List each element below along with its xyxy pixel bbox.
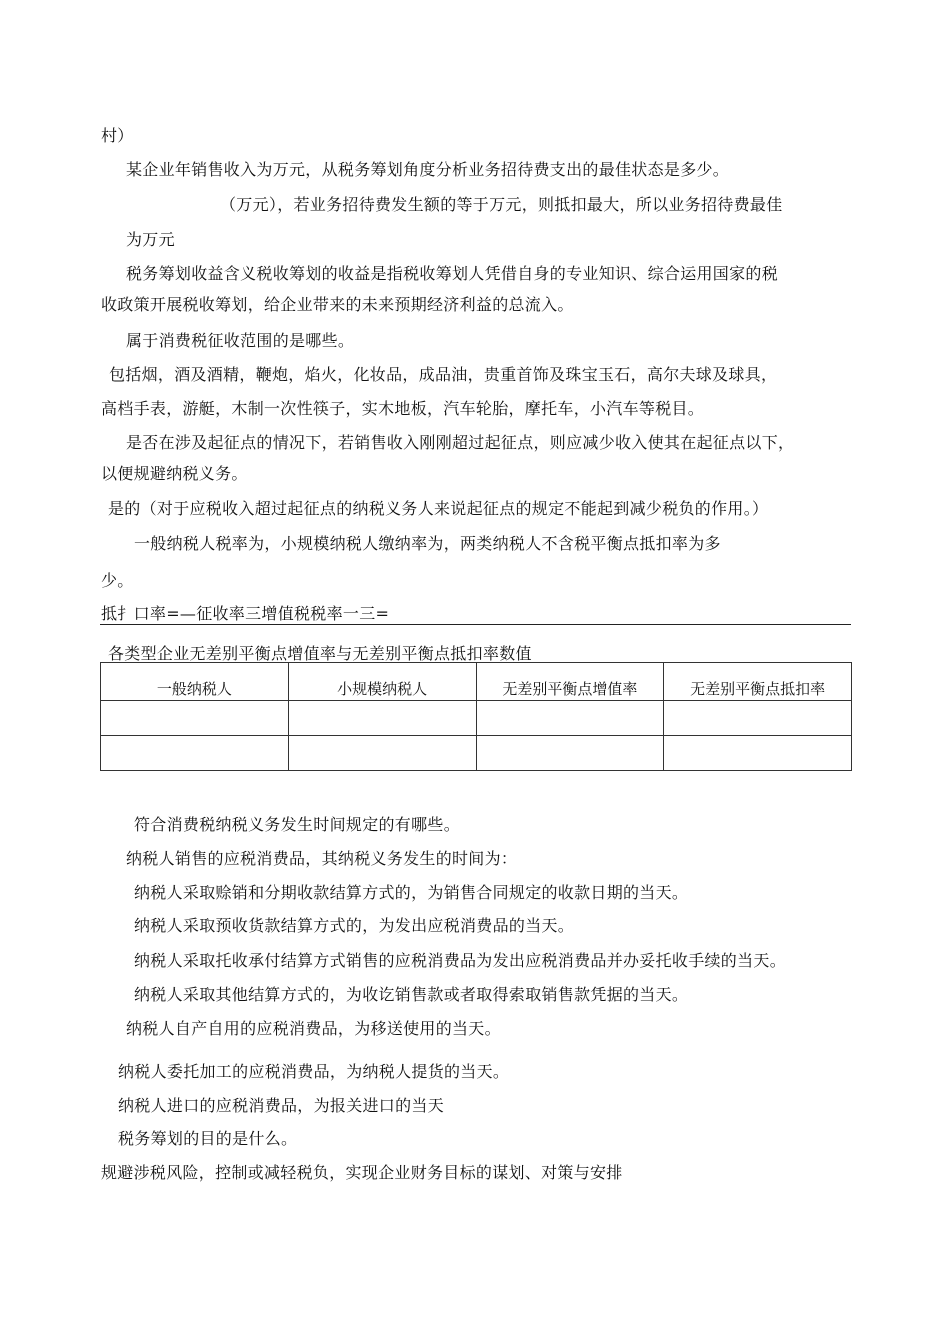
paragraph-line: 纳税人进口的应税消费品，为报关进口的当天 — [118, 1096, 445, 1115]
table-cell — [664, 701, 852, 736]
table-cell — [476, 701, 664, 736]
paragraph-line: 收政策开展税收筹划，给企业带来的未来预期经济利益的总流入。 — [101, 295, 574, 314]
paragraph-line: 村） — [101, 126, 134, 145]
paragraph-line: 税务筹划收益含义税收筹划的收益是指税收筹划人凭借自身的专业知识、综合运用国家的税 — [126, 264, 779, 283]
paragraph-line: 少。 — [101, 571, 134, 590]
paragraph-line: 纳税人采取托收承付结算方式销售的应税消费品为发出应税消费品并办妥托收手续的当天。 — [134, 951, 787, 970]
paragraph-line: 包括烟，酒及酒精，鞭炮，焰火，化妆品，成品油，贵重首饰及珠宝玉石，高尔夫球及球具， — [109, 365, 778, 384]
table-row — [101, 736, 852, 771]
paragraph-line: 纳税人采取预收货款结算方式的，为发出应税消费品的当天。 — [134, 916, 575, 935]
divider — [100, 624, 851, 625]
paragraph-line: 某企业年销售收入为万元，从税务筹划角度分析业务招待费支出的最佳状态是多少。 — [126, 160, 730, 179]
paragraph-line: 纳税人销售的应税消费品，其纳税义务发生的时间为： — [126, 849, 518, 868]
table-header-cell: 一般纳税人 — [101, 663, 289, 701]
balance-point-table — [100, 662, 852, 771]
paragraph-line: 纳税人采取赊销和分期收款结算方式的，为销售合同规定的收款日期的当天。 — [134, 883, 689, 902]
paragraph-line: 税务筹划的目的是什么。 — [118, 1129, 298, 1148]
table-cell — [664, 736, 852, 771]
paragraph-line: 纳税人委托加工的应税消费品，为纳税人提货的当天。 — [118, 1062, 510, 1081]
paragraph-line: 是的（对于应税收入超过起征点的纳税义务人来说起征点的规定不能起到减少税负的作用。） — [108, 499, 769, 518]
paragraph-line: 属于消费税征收范围的是哪些。 — [126, 331, 355, 350]
paragraph-line: 一般纳税人税率为，小规模纳税人缴纳率为，两类纳税人不含税平衡点抵扣率为多 — [134, 534, 721, 553]
paragraph-line: 是否在涉及起征点的情况下，若销售收入刚刚超过起征点，则应减少收入使其在起征点以下， — [126, 433, 795, 452]
table-row — [101, 701, 852, 736]
paragraph-line: 以便规避纳税义务。 — [101, 464, 248, 483]
table-header-cell: 小规模纳税人 — [288, 663, 476, 701]
table-cell — [101, 736, 289, 771]
paragraph-line: （万元），若业务招待费发生额的等于万元，则抵扣最大，所以业务招待费最佳 — [220, 195, 783, 214]
formula-line: 抵扌口率=—征收率三增值税税率一三= — [101, 604, 390, 623]
table-cell — [288, 736, 476, 771]
paragraph-line: 符合消费税纳税义务发生时间规定的有哪些。 — [134, 815, 461, 834]
paragraph-line: 规避涉税风险，控制或减轻税负，实现企业财务目标的谋划、对策与安排 — [101, 1163, 623, 1182]
table-cell — [101, 701, 289, 736]
table-header-row — [101, 663, 852, 701]
table-cell — [476, 736, 664, 771]
paragraph-line: 纳税人自产自用的应税消费品，为移送使用的当天。 — [126, 1019, 501, 1038]
paragraph-line: 为万元 — [126, 230, 175, 249]
paragraph-line: 纳税人采取其他结算方式的，为收讫销售款或者取得索取销售款凭据的当天。 — [134, 985, 689, 1004]
table-caption: 各类型企业无差别平衡点增值率与无差别平衡点抵扣率数值 — [108, 644, 532, 663]
table-cell — [288, 701, 476, 736]
table-header-cell: 无差别平衡点增值率 — [476, 663, 664, 701]
table-header-cell: 无差别平衡点抵扣率 — [664, 663, 852, 701]
paragraph-line: 高档手表，游艇，木制一次性筷子，实木地板，汽车轮胎，摩托车，小汽车等税目。 — [101, 399, 705, 418]
